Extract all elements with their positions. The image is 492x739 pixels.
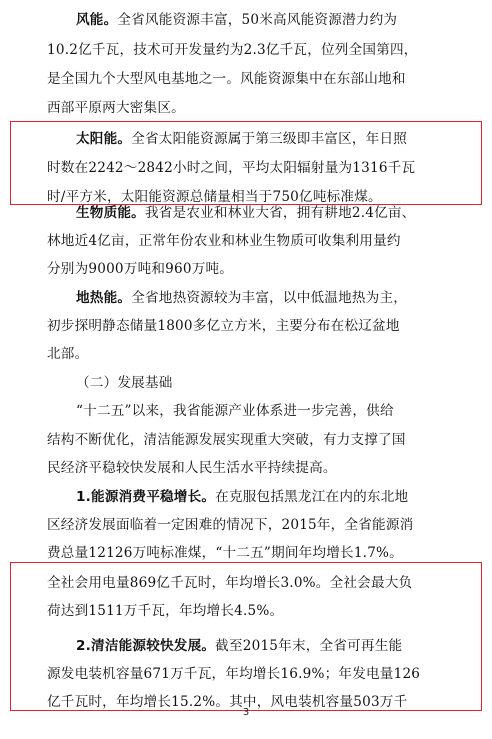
section-lead: 1.能源消费平稳增长。	[76, 489, 216, 505]
paragraph-line: 区经济发展面临着一定困难的情况下，2015年，全省能源消	[47, 517, 414, 533]
section-heading: （二）发展基础	[76, 375, 173, 391]
paragraph-line: 林地近4亿亩，正常年份农业和林业生物质可收集利用量约	[47, 233, 401, 249]
paragraph-line: 源发电装机容量671万千瓦，年均增长16.9%；年发电量126	[47, 666, 421, 682]
paragraph-line: 太阳能。全省太阳能资源属于第三级即丰富区，年日照	[76, 131, 408, 147]
paragraph-line: 民经济平稳较快发展和人民生活水平持续提高。	[47, 460, 337, 476]
paragraph-line: 生物质能。我省是农业和林业大省，拥有耕地2.4亿亩、	[76, 205, 416, 221]
section-lead: 生物质能。	[76, 205, 145, 221]
paragraph-line: 北部。	[47, 346, 89, 362]
highlight-box-solar	[10, 121, 482, 205]
paragraph-line: 1.能源消费平稳增长。在克服包括黑龙江在内的东北地	[76, 489, 409, 505]
paragraph-line: “十二五”以来，我省能源产业体系进一步完善，供给	[76, 403, 394, 419]
paragraph-line: 全社会用电量869亿千瓦时，年均增长3.0%。全社会最大负	[47, 575, 413, 591]
paragraph-line: 西部平原两大密集区。	[47, 100, 185, 116]
paragraph-line: 时/平方米，太阳能资源总储量相当于750亿吨标准煤。	[47, 189, 382, 205]
section-lead: 地热能。	[76, 290, 132, 306]
paragraph-line: 时数在2242～2842小时之间，平均太阳辐射量为1316千瓦	[47, 160, 416, 176]
paragraph-line: 是全国九个大型风电基地之一。风能资源集中在东部山地和	[47, 71, 406, 87]
paragraph-line: 荷达到1511万千瓦，年均增长4.5%。	[47, 603, 284, 619]
section-lead: 太阳能。	[76, 131, 132, 147]
section-lead: 风能。	[76, 12, 118, 28]
paragraph-line: 10.2亿千瓦，技术可开发量约为2.3亿千瓦，位列全国第四，	[47, 42, 418, 58]
paragraph-line: 费总量12126万吨标准煤，“十二五”期间年均增长1.7%。	[47, 545, 403, 561]
paragraph-line: 亿千瓦时，年均增长15.2%。其中，风电装机容量503万千	[47, 694, 408, 710]
paragraph-line: 风能。全省风能资源丰富，50米高风能资源潜力约为	[76, 12, 398, 28]
paragraph-line: 分别为9000万吨和960万吨。	[47, 261, 234, 277]
paragraph-line: 结构不断优化，清洁能源发展实现重大突破，有力支撑了国	[47, 432, 406, 448]
section-lead: 2.清洁能源较快发展。	[76, 638, 216, 654]
paragraph-line: 地热能。全省地热资源较为丰富，以中低温地热为主，	[76, 290, 408, 306]
paragraph-line: 2.清洁能源较快发展。截至2015年末，全省可再生能	[76, 638, 403, 654]
paragraph-line: 初步探明静态储量1800多亿立方米，主要分布在松辽盆地	[47, 318, 400, 334]
page-number: 3	[242, 707, 250, 718]
